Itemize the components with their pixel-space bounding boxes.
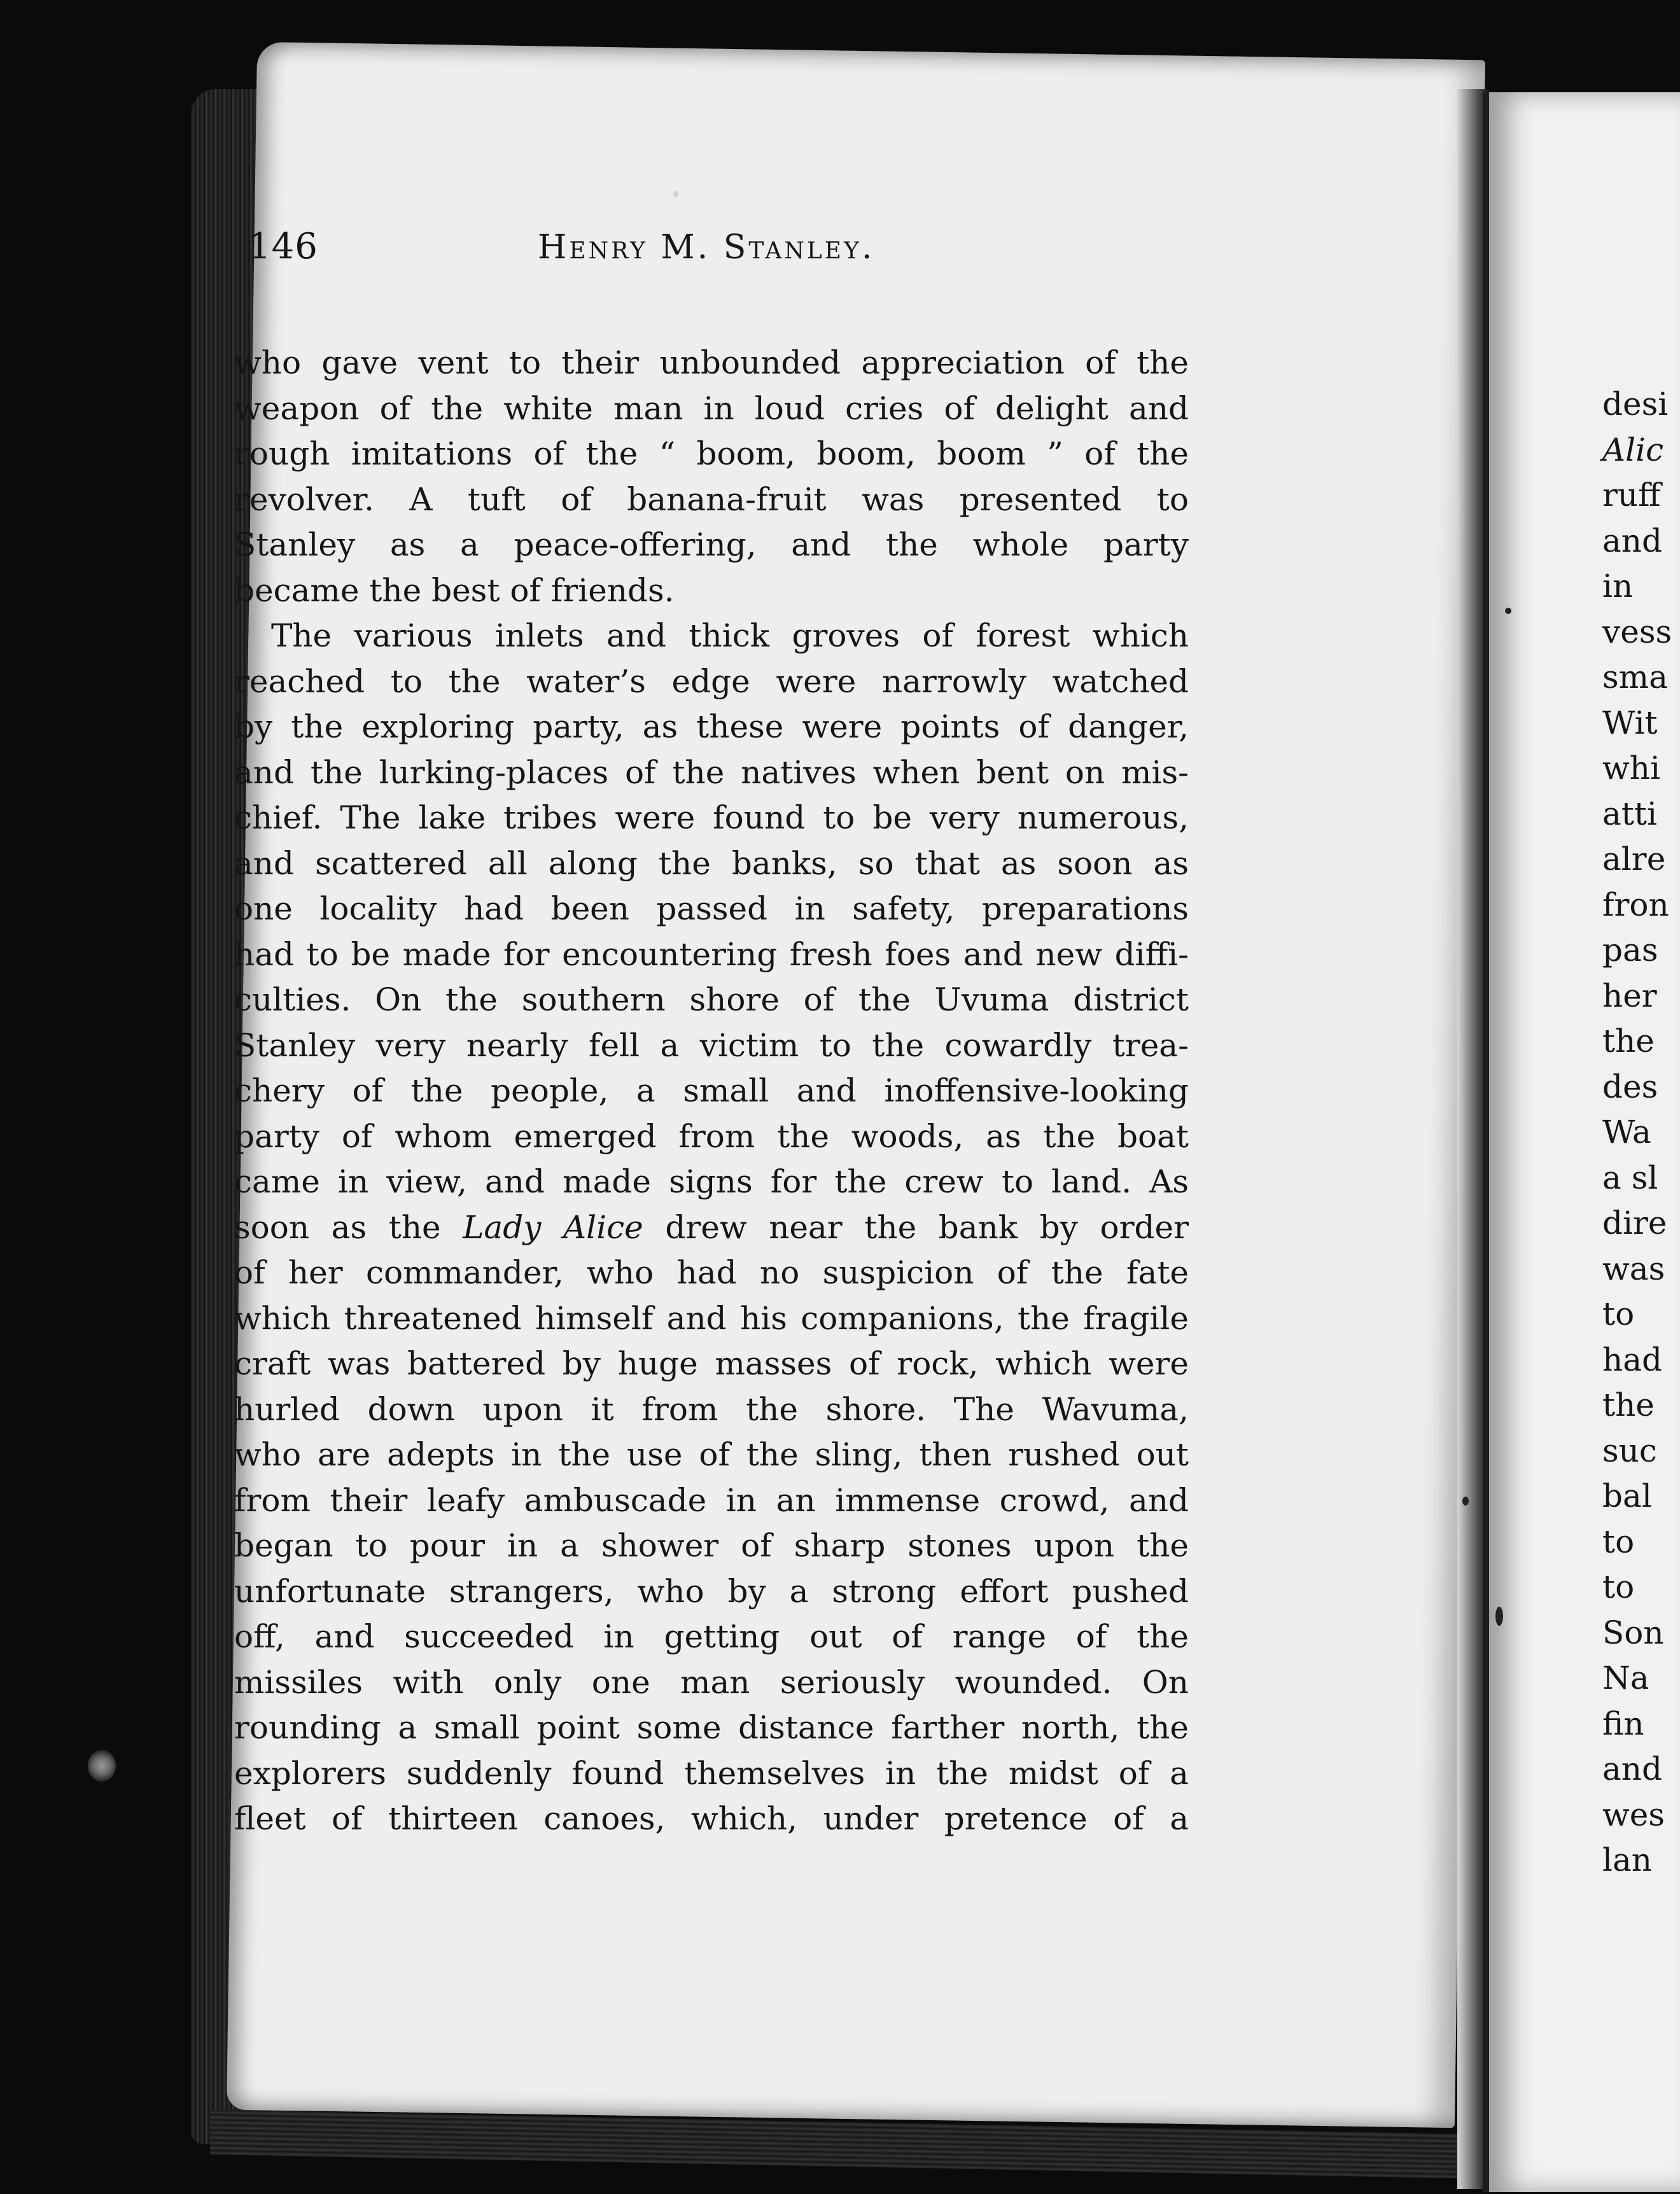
page-number: 146 [248,226,318,267]
text-line: culties. On the southern shore of the Uvuma district [234,981,1189,1018]
facing-fragment: the [1602,1387,1655,1423]
facing-fragment: vess [1602,613,1672,650]
text-line: rounding a small point some distance farther north, the [234,1709,1189,1746]
text-line: who are adepts in the use of the sling, then rushed out [234,1436,1189,1473]
text-line-with-italic [234,1205,1189,1251]
text-line: began to pour in a shower of sharp stones upon the [234,1527,1189,1564]
facing-fragment: ruff [1602,477,1661,514]
facing-fragment: suc [1602,1432,1657,1469]
scan-speck [1505,608,1511,614]
facing-fragment: desi [1602,386,1669,423]
text-line: and the lurking-places of the natives when bent on mis- [234,753,1189,791]
text-line: came in view, and made signs for the crew to land. As [234,1163,1189,1200]
facing-fragment: Na [1602,1659,1649,1696]
running-title: Henry M. Stanley. [538,228,875,267]
body-text [234,340,1189,1842]
facing-fragment: and [1602,522,1663,559]
facing-fragment: bal [1602,1478,1652,1514]
binding-hole [88,1750,116,1782]
text-line: one locality had been passed in safety, preparations [234,890,1189,927]
facing-fragment: Alic [1602,431,1664,468]
text-line: reached to the water’s edge were narrowly watched [234,662,1189,700]
scan-speck [673,191,678,197]
facing-fragment: Son [1602,1614,1664,1651]
text-line: missiles with only one man seriously wounded. On [234,1663,1189,1701]
facing-fragment: to [1602,1523,1635,1560]
facing-fragment: sma [1602,659,1668,695]
facing-fragment: in [1602,568,1634,604]
text-line: chief. The lake tribes were found to be very numerous, [234,799,1189,836]
text-line: chery of the people, a small and inoffensive-looking [234,1072,1189,1109]
facing-fragment: whi [1602,750,1660,786]
text-line: had to be made for encountering fresh foes and new diffi- [234,935,1189,973]
facing-fragment: Wa [1602,1114,1651,1150]
text-line: became the best of friends. [234,571,675,609]
facing-fragment: a sl [1602,1159,1658,1196]
paragraph-first-line: The various inlets and thick groves of forest which [271,617,1189,654]
facing-fragment: her [1602,977,1657,1014]
facing-fragment: to [1602,1569,1635,1605]
facing-fragment: and [1602,1750,1663,1787]
italic-boat-name: Lady Alice [463,1208,643,1246]
facing-fragment: fron [1602,886,1669,923]
text-line: which threatened himself and his companions, the fragile [234,1299,1189,1337]
text-line: party of whom emerged from the woods, as the boat [234,1117,1189,1155]
facing-page-text [1602,382,1672,1883]
facing-fragment: Wit [1602,704,1658,741]
running-head [248,226,1171,283]
facing-fragment: des [1602,1068,1658,1105]
text-line: fleet of thirteen canoes, which, under pretence of a [234,1800,1189,1837]
text-line: by the exploring party, as these were points of danger, [234,708,1189,745]
text-line: craft was battered by huge masses of rock, which were [234,1345,1189,1382]
text-line: of her commander, who had no suspicion of the fate [234,1254,1189,1291]
text-line: revolver. A tuft of banana-fruit was presented to [234,480,1189,518]
text-line: hurled down upon it from the shore. The Wavuma, [234,1390,1189,1428]
facing-fragment: alre [1602,841,1666,877]
text-line: who gave vent to their unbounded appreciation of the [234,344,1189,381]
facing-fragment: wes [1602,1796,1665,1833]
scan-speck [1462,1497,1469,1506]
facing-fragment: to [1602,1296,1635,1332]
text-line: and scattered all along the banks, so that as soon as [234,844,1189,882]
text-segment: drew near the bank by order [665,1208,1189,1246]
text-segment: soon [234,1208,310,1246]
facing-fragment: was [1602,1250,1665,1287]
text-line: Stanley as a peace-offering, and the whole party [234,526,1189,563]
text-line: rough imitations of the “ boom, boom, boom ” of the [234,435,1189,472]
facing-fragment: dire [1602,1205,1667,1241]
text-line: Stanley very nearly fell a victim to the cowardly trea- [234,1026,1189,1064]
scan-speck [1495,1607,1503,1626]
text-line: explorers suddenly found themselves in the midst of a [234,1754,1189,1792]
text-line: unfortunate strangers, who by a strong effort pushed [234,1572,1189,1610]
text-segment: as the [331,1208,441,1246]
facing-fragment: had [1602,1341,1663,1378]
facing-fragment: the [1602,1023,1655,1059]
facing-fragment: fin [1602,1705,1644,1742]
facing-fragment: lan [1602,1841,1653,1878]
text-line: from their leafy ambuscade in an immense crowd, and [234,1481,1189,1519]
text-line: weapon of the white man in loud cries of delight and [234,389,1189,427]
facing-fragment: atti [1602,795,1657,832]
facing-fragment: pas [1602,932,1658,968]
text-line: off, and succeeded in getting out of range of the [234,1618,1189,1655]
